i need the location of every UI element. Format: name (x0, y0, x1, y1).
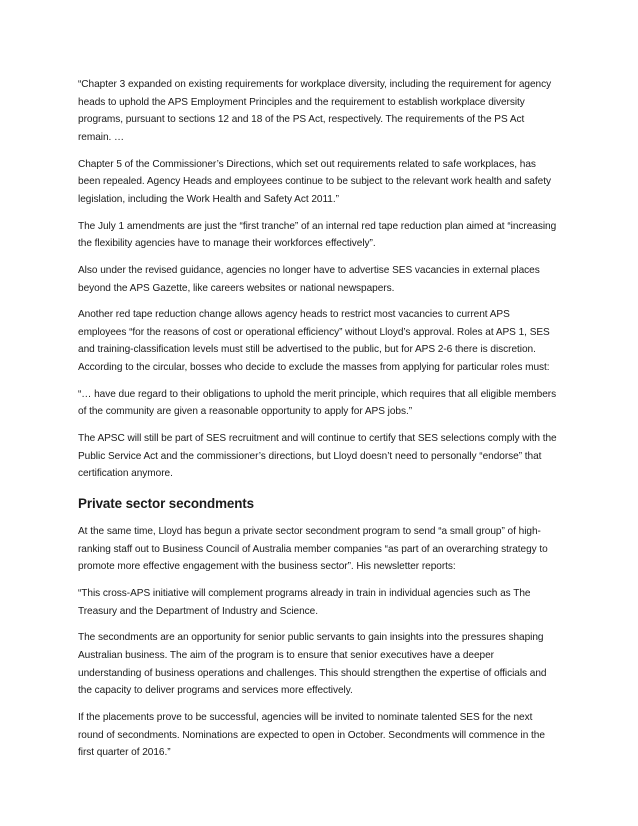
paragraph-chapter-3-quote: “Chapter 3 expanded on existing requirements for workplace diversity, including the requirement for agency heads to uphold the APS Employment Principles and the requirement to establish workplace diversity programs, pursuant to sections 12 and 18 of the PS Act, respectively. The requirements of the PS Act remain. … (78, 79, 552, 143)
paragraph-chapter-5-quote: Chapter 5 of the Commissioner’s Directions, which set out requirements related to safe workplaces, has been repealed. Agency Heads and employees continue to be subject to the relevant work health and safety legislation, including the Work Health and Safety Act 2011.” (78, 158, 551, 205)
paragraph-ses-vacancies: Also under the revised guidance, agencies no longer have to advertise SES vacancies in external places beyond the APS Gazette, like careers websites or national newspapers. (78, 264, 540, 294)
paragraph-merit-principle-quote: “… have due regard to their obligations to uphold the merit principle, which requires that all eligible members of the community are given a reasonable opportunity to apply for APS jobs.” (78, 388, 557, 418)
paragraph-july-amendments: The July 1 amendments are just the “first tranche” of an internal red tape reduction plan aimed at “increasing the flexibility agencies have to manage their workforces effectively”. (78, 220, 557, 250)
section-heading: Private sector secondments (78, 496, 255, 511)
document-page (78, 76, 560, 771)
paragraph-cross-aps-initiative: “This cross-APS initiative will complement programs already in train in individual agencies such as The Treasury and the Department of Industry and Science. (78, 587, 531, 617)
paragraph-red-tape-reduction: Another red tape reduction change allows agency heads to restrict most vacancies to current APS employees “for the reasons of cost or operational efficiency” without Lloyd’s approval. Roles at APS 1, SES and training-classification levels must still be advertised to the public, but for APS 2-6 there is discretion. According to the circular, bosses who decide to exclude the masses from applying for particular roles must: (78, 309, 550, 374)
paragraph-secondment-opportunity: The secondments are an opportunity for senior public servants to gain insights into the pressures shaping Australian business. The aim of the program is to ensure that senior executives have a deeper understanding of business operations and challenges. This should strengthen the expertise of officials and the capacity to deliver programs and services more effectively. (78, 632, 547, 697)
paragraph-apsc-ses-recruitment: The APSC will still be part of SES recruitment and will continue to certify that SES selections comply with the Public Service Act and the commissioner’s directions, but Lloyd doesn’t need to personally “endorse” that certification anymore. (78, 433, 557, 480)
paragraph-secondment-program: At the same time, Lloyd has begun a private sector secondment program to send “a small group” of high-ranking staff out to Business Council of Australia member companies “as part of an overarching strategy to promote more effective engagement with the business sector”. His newsletter reports: (78, 526, 548, 573)
paragraph-placements-nominations: If the placements prove to be successful, agencies will be invited to nominate talented SES for the next round of secondments. Nominations are expected to open in October. Secondments will commence in the first quarter of 2016.” (78, 711, 545, 759)
